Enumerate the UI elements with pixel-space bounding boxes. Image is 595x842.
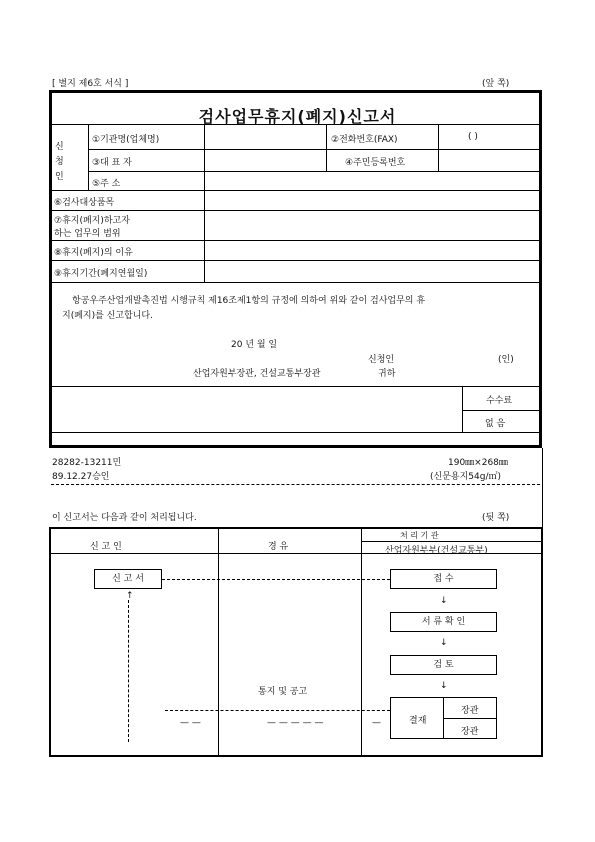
page-side-back: (뒷 쪽) xyxy=(482,513,510,523)
minister-label: 장관 xyxy=(461,706,479,716)
flow-connector xyxy=(165,710,390,711)
flow-box-review: 서 류 확 인 xyxy=(390,612,497,632)
grid-line xyxy=(218,529,219,755)
reason-label: ⑧휴지(폐지)의 이유 xyxy=(54,248,133,258)
arrow-down-icon: ↓ xyxy=(440,681,448,691)
approval-date: 89.12.27승인 xyxy=(52,472,110,482)
grid-line xyxy=(361,529,362,755)
form-code: 28282-13211민 xyxy=(52,458,122,468)
flow-connector xyxy=(128,600,129,742)
statement-text: 지(폐지)를 신고합니다. xyxy=(62,311,153,321)
col-agency: 산업자원부부(건설교통부) xyxy=(385,546,488,556)
col-via: 경 유 xyxy=(268,542,289,552)
arrow-down-icon: ↓ xyxy=(440,596,448,606)
notice-text: 통지 및 공고 xyxy=(258,687,308,697)
col-applicant: 신 고 인 xyxy=(90,542,122,552)
flow-box-report: 신 고 서 xyxy=(94,569,162,589)
period-label: ⑨휴지기간(폐지연월일) xyxy=(54,269,148,279)
decision-label: 결재 xyxy=(409,716,427,726)
flow-box-receive: 접 수 xyxy=(390,569,497,589)
arrow-up-icon: ↑ xyxy=(126,591,134,601)
form-title: 검사업무휴지(폐지)신고서 xyxy=(198,107,397,126)
dash-mark: — — xyxy=(180,718,201,728)
grid-line xyxy=(51,190,540,191)
minister-label: 장관 xyxy=(461,727,479,737)
arrow-down-icon: ↓ xyxy=(440,638,448,648)
org-name-label: ①기관명(업체명) xyxy=(92,135,160,145)
seal-mark: (인) xyxy=(498,355,514,365)
grid-line xyxy=(204,124,205,282)
grid-line xyxy=(51,386,540,387)
page-side-front: (앞 쪽) xyxy=(482,79,510,89)
grid-line xyxy=(438,124,439,171)
separator-line xyxy=(51,484,540,485)
addressee: 산업자원부장관, 건설교통부장관 xyxy=(193,369,321,379)
grid-line xyxy=(51,432,540,433)
paper-size: 190㎜×268㎜ xyxy=(448,458,508,468)
inspection-item-label: ⑥검사대상품목 xyxy=(54,198,115,208)
fee-label: 수수료 xyxy=(486,396,513,406)
grid-line xyxy=(462,386,463,432)
grid-line xyxy=(51,260,540,261)
form-number: [ 별지 제6호 서식 ] xyxy=(52,79,129,89)
grid-line xyxy=(88,124,89,190)
dash-mark: — — — — — xyxy=(267,718,324,728)
grid-line xyxy=(51,210,540,211)
addressee-honorific: 귀하 xyxy=(378,369,396,379)
resident-number-label: ④주민등록번호 xyxy=(345,158,406,168)
flow-box-examine: 검 토 xyxy=(390,655,497,675)
statement-text: 항공우주산업개발촉진법 시행규칙 제16조제1항의 규정에 의하여 위와 같이 검사업무의 휴 xyxy=(72,296,426,306)
address-label: ⑤주 소 xyxy=(92,179,121,189)
phone-paren: ( ) xyxy=(468,132,478,142)
grid-line xyxy=(51,124,540,125)
grid-line xyxy=(361,541,541,542)
grid-line xyxy=(88,149,540,150)
grid-line xyxy=(542,448,543,528)
applicant-group-label: 인 xyxy=(55,172,64,182)
paper-type: (신문용지54g/㎡) xyxy=(430,472,501,482)
grid-line xyxy=(51,282,540,283)
representative-label: ③대 표 자 xyxy=(92,158,132,168)
scope-label: 하는 업무의 범위 xyxy=(54,229,121,239)
date-line: 20 년 월 일 xyxy=(231,340,278,350)
scope-label: ⑦휴지(폐지)하고자 xyxy=(54,216,130,226)
grid-line xyxy=(443,718,497,719)
flow-connector xyxy=(162,579,390,580)
grid-line xyxy=(462,410,540,411)
grid-line xyxy=(88,171,540,172)
applicant-signature-label: 신청인 xyxy=(368,355,395,365)
process-note: 이 신고서는 다음과 같이 처리됩니다. xyxy=(52,513,197,523)
dash-mark: — xyxy=(372,718,381,728)
grid-line xyxy=(326,124,327,171)
applicant-group-label: 청 xyxy=(55,157,64,167)
col-agency-top: 처 리 기 관 xyxy=(400,531,439,540)
fee-value: 없 음 xyxy=(485,419,506,429)
grid-line xyxy=(51,240,540,241)
applicant-group-label: 신 xyxy=(55,142,64,152)
phone-label: ②전화번호(FAX) xyxy=(331,135,398,145)
